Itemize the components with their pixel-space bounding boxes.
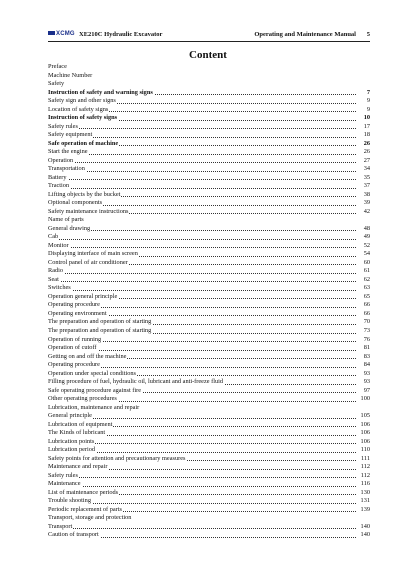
toc-leader — [48, 418, 356, 419]
toc-entry-title: Displaying interface of main screen — [48, 250, 138, 258]
toc-entry[interactable] — [48, 463, 370, 472]
brand-logo — [48, 31, 75, 37]
header-title: XE210C Hydraulic Excavator — [79, 31, 163, 38]
toc-entry-title: Location of safety signs — [48, 105, 109, 113]
toc-entry-title: Lifting objects by the bucket — [48, 190, 121, 198]
toc-entry[interactable] — [48, 276, 370, 285]
toc-entry-page: 37 — [363, 182, 370, 190]
header-manual: Operating and Maintenance Manual — [254, 31, 356, 38]
toc-entry[interactable] — [48, 284, 370, 293]
toc-entry-title: Instruction of safety and warning signs — [48, 88, 153, 96]
toc-entry-title: Monitor — [48, 241, 69, 249]
toc-entry-title: Getting on and off the machine — [48, 352, 127, 360]
toc-entry-title: General principle — [48, 412, 92, 420]
toc-leader — [48, 230, 356, 231]
toc-entry[interactable] — [48, 165, 370, 174]
toc-entry[interactable] — [48, 208, 370, 217]
toc-entry-title: Other operating procedures — [48, 395, 117, 403]
toc-entry[interactable] — [48, 63, 370, 72]
toc-entry-title: Operation under special conditions — [48, 369, 136, 377]
toc-entry[interactable] — [48, 250, 370, 259]
toc-entry[interactable] — [48, 242, 370, 251]
toc-entry-title: The preparation and operation of starting — [48, 318, 152, 326]
toc-entry-page: 18 — [363, 131, 370, 139]
toc-entry-page: 17 — [363, 122, 370, 130]
toc-entry[interactable] — [48, 131, 370, 140]
toc-entry-title: Periodic replacement of parts — [48, 505, 122, 513]
toc-leader — [48, 128, 356, 129]
toc-entry[interactable] — [48, 472, 370, 481]
toc-leader — [48, 273, 356, 274]
toc-entry-page: 111 — [361, 454, 370, 462]
toc-entry-page: 139 — [360, 505, 370, 513]
toc-entry[interactable] — [48, 233, 370, 242]
toc-entry-title: Battery — [48, 173, 67, 181]
toc-entry-page: 116 — [360, 480, 370, 488]
toc-entry-page: 112 — [360, 471, 370, 479]
toc-entry-page: 66 — [363, 309, 370, 317]
toc-entry-page: 52 — [363, 241, 370, 249]
toc-entry[interactable] — [48, 182, 370, 191]
toc-entry-page: 93 — [363, 369, 370, 377]
toc-entry-title: Traction — [48, 182, 70, 190]
toc-leader — [48, 179, 356, 180]
toc-entry[interactable] — [48, 336, 370, 345]
toc-entry[interactable] — [48, 301, 370, 310]
toc-entry-page: 65 — [363, 292, 370, 300]
toc-entry-title: Safety equipment — [48, 131, 93, 139]
toc-entry-page: 97 — [363, 386, 370, 394]
toc-entry-page: 130 — [360, 488, 370, 496]
toc-entry-page: 83 — [363, 352, 370, 360]
toc-entry-title: Operating procedure — [48, 361, 100, 369]
toc-entry-title: Operating procedure — [48, 301, 100, 309]
toc-leader — [48, 528, 356, 529]
toc-entry-page: 34 — [363, 165, 370, 173]
toc-entry-page: 35 — [363, 173, 370, 181]
toc-entry[interactable] — [48, 123, 370, 132]
toc-entry[interactable] — [48, 344, 370, 353]
toc-entry-title: The Kinds of lubricant — [48, 429, 106, 437]
toc-entry[interactable] — [48, 310, 370, 319]
toc-leader — [48, 477, 356, 478]
toc-leader — [48, 486, 356, 487]
toc-entry-title: Filling procedure of fuel, hydraulic oil, lubricant and anti-freeze fluid — [48, 378, 224, 386]
toc-entry[interactable] — [48, 225, 370, 234]
toc-entry-title: Control panel of air conditioner — [48, 258, 128, 266]
toc-leader — [48, 239, 356, 240]
toc-entry[interactable] — [48, 480, 370, 489]
toc-entry[interactable] — [48, 72, 370, 81]
toc-entry[interactable] — [48, 106, 370, 115]
toc-entry[interactable] — [48, 361, 370, 370]
brand-mark-icon — [48, 31, 55, 35]
toc-entry[interactable] — [48, 506, 370, 515]
toc-entry-title: Lubrication period — [48, 446, 96, 454]
toc-leader — [48, 290, 356, 291]
toc-entry[interactable] — [48, 191, 370, 200]
toc-entry-title: Safety sign and other signs — [48, 97, 116, 105]
toc-entry-title: Machine Number — [48, 71, 93, 79]
toc-entry-page: 62 — [363, 275, 370, 283]
toc-entry-page: 7 — [366, 88, 370, 96]
toc-leader — [48, 162, 356, 163]
toc-entry-title: Switches — [48, 284, 71, 292]
toc-entry-title: Instruction of safety signs — [48, 114, 118, 122]
toc-entry-title: Maintenance — [48, 480, 81, 488]
toc-entry[interactable] — [48, 97, 370, 106]
toc-entry-title: Cab — [48, 233, 59, 241]
toc-entry-page: 93 — [363, 378, 370, 386]
toc-entry-page: 84 — [363, 361, 370, 369]
toc-entry-title: Safe operation of machine — [48, 139, 119, 147]
toc-entry-title: Safety rules — [48, 471, 78, 479]
toc-entry-title: Optional components — [48, 199, 103, 207]
toc-entry-page: 112 — [360, 463, 370, 471]
toc-entry[interactable] — [48, 370, 370, 379]
toc-leader — [48, 171, 356, 172]
toc-entry-page: 38 — [363, 190, 370, 198]
toc-entry-page: 10 — [363, 114, 370, 122]
toc-entry-title: Lubrication points — [48, 437, 95, 445]
toc-entry[interactable] — [48, 114, 370, 123]
toc-entry-title: List of maintenance periods — [48, 488, 119, 496]
toc-entry-title: Safety — [48, 80, 65, 88]
toc-entry-title: Operation of cutoff — [48, 344, 97, 352]
toc-entry-title: Transport — [48, 522, 73, 530]
toc-entry-title: Radio — [48, 267, 64, 275]
toc-entry[interactable] — [48, 455, 370, 464]
toc-entry[interactable] — [48, 174, 370, 183]
toc-entry[interactable] — [48, 421, 370, 430]
toc-entry-page: 9 — [366, 97, 370, 105]
toc-entry-page: 106 — [360, 420, 370, 428]
toc-entry[interactable] — [48, 157, 370, 166]
toc-entry[interactable] — [48, 259, 370, 268]
toc-entry-page: 49 — [363, 233, 370, 241]
toc-entry-title: Maintenance and repair — [48, 463, 108, 471]
table-of-contents — [48, 63, 370, 540]
toc-entry-page: 26 — [363, 148, 370, 156]
toc-entry-page: 70 — [363, 318, 370, 326]
toc-entry-title: Operation — [48, 156, 74, 164]
toc-entry[interactable] — [48, 404, 370, 413]
toc-entry[interactable] — [48, 80, 370, 89]
header-page-number: 5 — [366, 31, 370, 38]
toc-entry-page: 39 — [363, 199, 370, 207]
toc-entry-page: 63 — [363, 284, 370, 292]
toc-entry-page: 100 — [360, 395, 370, 403]
toc-entry-title: The preparation and operation of starting — [48, 326, 152, 334]
toc-entry[interactable] — [48, 412, 370, 421]
toc-entry-title: Name of parts — [48, 216, 84, 224]
toc-entry-page: 76 — [363, 335, 370, 343]
toc-entry-page: 106 — [360, 429, 370, 437]
toc-entry[interactable] — [48, 489, 370, 498]
toc-entry-title: Lubrication, maintenance and repair — [48, 403, 140, 411]
toc-entry[interactable] — [48, 378, 370, 387]
toc-entry[interactable] — [48, 438, 370, 447]
toc-entry-page: 61 — [363, 267, 370, 275]
toc-entry-page: 54 — [363, 250, 370, 258]
toc-entry[interactable] — [48, 531, 370, 540]
toc-entry-page: 26 — [363, 139, 370, 147]
toc-entry-title: Lubrication of equipment — [48, 420, 113, 428]
toc-entry-page: 48 — [363, 224, 370, 232]
toc-entry-page: 140 — [360, 522, 370, 530]
page-title: Content — [189, 49, 227, 61]
toc-leader — [48, 188, 356, 189]
toc-entry[interactable] — [48, 497, 370, 506]
toc-entry-title: Preface — [48, 63, 67, 70]
toc-entry[interactable] — [48, 199, 370, 208]
toc-entry-page: 140 — [360, 531, 370, 539]
toc-entry-title: Safety rules — [48, 122, 78, 130]
toc-entry[interactable] — [48, 387, 370, 396]
toc-entry[interactable] — [48, 89, 370, 98]
toc-entry-title: Safety points for attention and precautionary measures — [48, 454, 186, 462]
toc-entry-title: Transportation — [48, 165, 85, 173]
toc-entry-title: Safe operating procedure against fire — [48, 386, 142, 394]
toc-entry-title: Safety maintenance instructions — [48, 207, 129, 215]
toc-entry[interactable] — [48, 318, 370, 327]
toc-entry-title: Start the engine — [48, 148, 88, 156]
toc-entry-page: 27 — [363, 156, 370, 164]
toc-entry[interactable] — [48, 267, 370, 276]
toc-entry-title: Seat — [48, 275, 59, 283]
toc-entry-page: 66 — [363, 301, 370, 309]
toc-entry[interactable] — [48, 148, 370, 157]
toc-entry-title: Transport, storage and protection — [48, 514, 132, 522]
toc-leader — [48, 137, 356, 138]
toc-entry[interactable] — [48, 327, 370, 336]
toc-leader — [48, 247, 356, 248]
brand-name: XCMG — [56, 31, 75, 37]
page-header — [48, 30, 370, 42]
toc-entry[interactable] — [48, 523, 370, 532]
toc-entry[interactable] — [48, 395, 370, 404]
toc-leader — [48, 154, 356, 155]
toc-entry[interactable] — [48, 429, 370, 438]
toc-entry[interactable] — [48, 353, 370, 362]
toc-entry-page: 42 — [363, 207, 370, 215]
toc-entry-title: Operating environment — [48, 309, 107, 317]
toc-entry[interactable] — [48, 140, 370, 149]
toc-entry-page: 81 — [363, 344, 370, 352]
toc-entry-page: 110 — [360, 446, 370, 454]
toc-entry-page: 60 — [363, 258, 370, 266]
toc-entry-title: Caution of transport — [48, 531, 99, 539]
toc-entry-page: 105 — [360, 412, 370, 420]
toc-entry-page: 73 — [363, 326, 370, 334]
toc-entry[interactable] — [48, 446, 370, 455]
toc-entry[interactable] — [48, 293, 370, 302]
toc-entry-title: Trouble shooting — [48, 497, 91, 505]
toc-entry-title: General drawing — [48, 224, 91, 232]
toc-entry-page: 131 — [360, 497, 370, 505]
toc-entry-page: 9 — [366, 105, 370, 113]
toc-entry-page: 106 — [360, 437, 370, 445]
toc-leader — [48, 503, 356, 504]
toc-entry[interactable] — [48, 514, 370, 523]
toc-leader — [48, 281, 356, 282]
toc-entry[interactable] — [48, 216, 370, 225]
toc-entry-title: Operation of running — [48, 335, 102, 343]
toc-entry-title: Operation general principle — [48, 292, 118, 300]
